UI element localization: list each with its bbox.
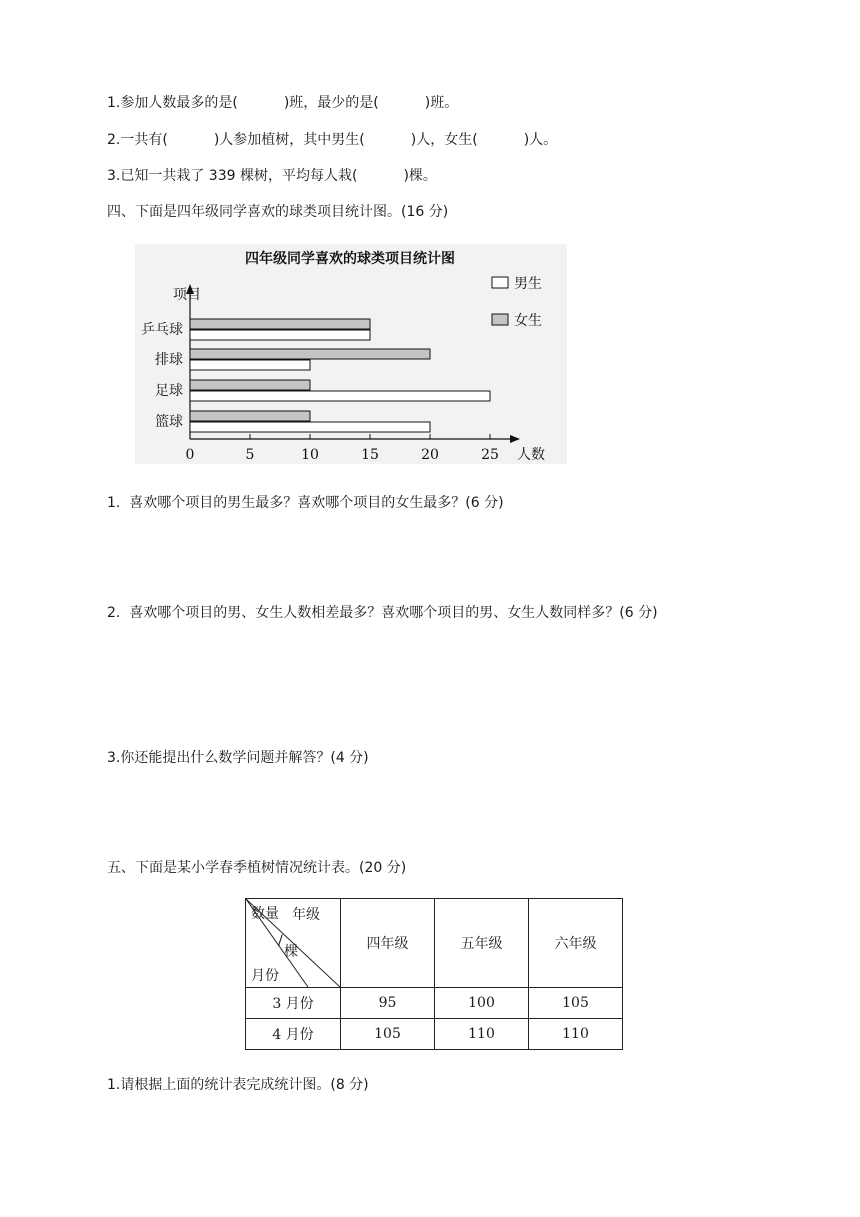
question-5-1: 1.请根据上面的统计表完成统计图。(8 分) bbox=[107, 1077, 369, 1093]
column-header: 五年级 bbox=[435, 899, 529, 988]
table-cell: 100 bbox=[435, 988, 529, 1019]
legend-label-female: 女生 bbox=[514, 313, 542, 329]
x-tick-label: 15 bbox=[361, 447, 379, 463]
table-row bbox=[246, 1019, 623, 1050]
section-4-heading: 四、下面是四年级同学喜欢的球类项目统计图。(16 分) bbox=[107, 204, 449, 220]
x-axis-label: 人数 bbox=[517, 447, 545, 463]
bar-female bbox=[190, 349, 430, 359]
bar-male bbox=[190, 330, 370, 340]
chart-title: 四年级同学喜欢的球类项目统计图 bbox=[245, 251, 455, 267]
ball-sports-bar-chart bbox=[135, 244, 567, 464]
question-4-1: 1. 喜欢哪个项目的男生最多？喜欢哪个项目的女生最多？(6 分) bbox=[107, 495, 504, 511]
x-tick-label: 0 bbox=[185, 447, 195, 463]
table-cell: 105 bbox=[529, 988, 623, 1019]
table-cell: 95 bbox=[341, 988, 435, 1019]
table-header-row bbox=[246, 899, 623, 988]
row-label: 4 月份 bbox=[246, 1019, 341, 1050]
column-header: 四年级 bbox=[341, 899, 435, 988]
corner-label-month: 月份 bbox=[251, 968, 279, 984]
question-4-2: 2. 喜欢哪个项目的男、女生人数相差最多？喜欢哪个项目的男、女生人数同样多？(6 分) bbox=[107, 605, 658, 621]
x-tick-label: 5 bbox=[245, 447, 255, 463]
category-label: 足球 bbox=[155, 383, 183, 399]
bar-male bbox=[190, 360, 310, 370]
tree-planting-table bbox=[245, 898, 623, 1050]
table-row bbox=[246, 988, 623, 1019]
corner-label-trees: 棵 bbox=[284, 944, 298, 960]
question-3-1: 1.参加人数最多的是( )班，最少的是( )班。 bbox=[107, 95, 459, 111]
y-axis-label: 项目 bbox=[173, 287, 201, 303]
question-4-3: 3.你还能提出什么数学问题并解答？(4 分) bbox=[107, 750, 369, 766]
row-label: 3 月份 bbox=[246, 988, 341, 1019]
stats-table bbox=[245, 898, 623, 1050]
question-3-3: 3.已知一共栽了 339 棵树，平均每人栽( )棵。 bbox=[107, 168, 437, 184]
category-label: 排球 bbox=[155, 352, 183, 368]
x-tick-label: 25 bbox=[481, 447, 499, 463]
category-label: 乒乓球 bbox=[141, 322, 183, 338]
corner-label-grade: 年级 bbox=[292, 907, 320, 923]
table-cell: 110 bbox=[529, 1019, 623, 1050]
legend-swatch-female bbox=[492, 314, 508, 325]
bar-female bbox=[190, 411, 310, 421]
table-cell: 110 bbox=[435, 1019, 529, 1050]
legend-swatch-male bbox=[492, 277, 508, 288]
bar-female bbox=[190, 319, 370, 329]
bar-female bbox=[190, 380, 310, 390]
table-corner-cell bbox=[246, 899, 341, 988]
x-tick-label: 20 bbox=[421, 447, 439, 463]
category-label: 篮球 bbox=[155, 414, 183, 430]
section-5-heading: 五、下面是某小学春季植树情况统计表。(20 分) bbox=[107, 860, 407, 876]
chart-svg bbox=[135, 244, 567, 464]
column-header: 六年级 bbox=[529, 899, 623, 988]
table-cell: 105 bbox=[341, 1019, 435, 1050]
question-3-2: 2.一共有( )人参加植树，其中男生( )人，女生( )人。 bbox=[107, 132, 558, 148]
bar-male bbox=[190, 391, 490, 401]
legend-label-male: 男生 bbox=[514, 276, 542, 292]
corner-label-quantity: 数量 bbox=[251, 906, 279, 922]
bar-male bbox=[190, 422, 430, 432]
x-tick-label: 10 bbox=[301, 447, 319, 463]
corner-label-slash: / bbox=[278, 933, 283, 949]
